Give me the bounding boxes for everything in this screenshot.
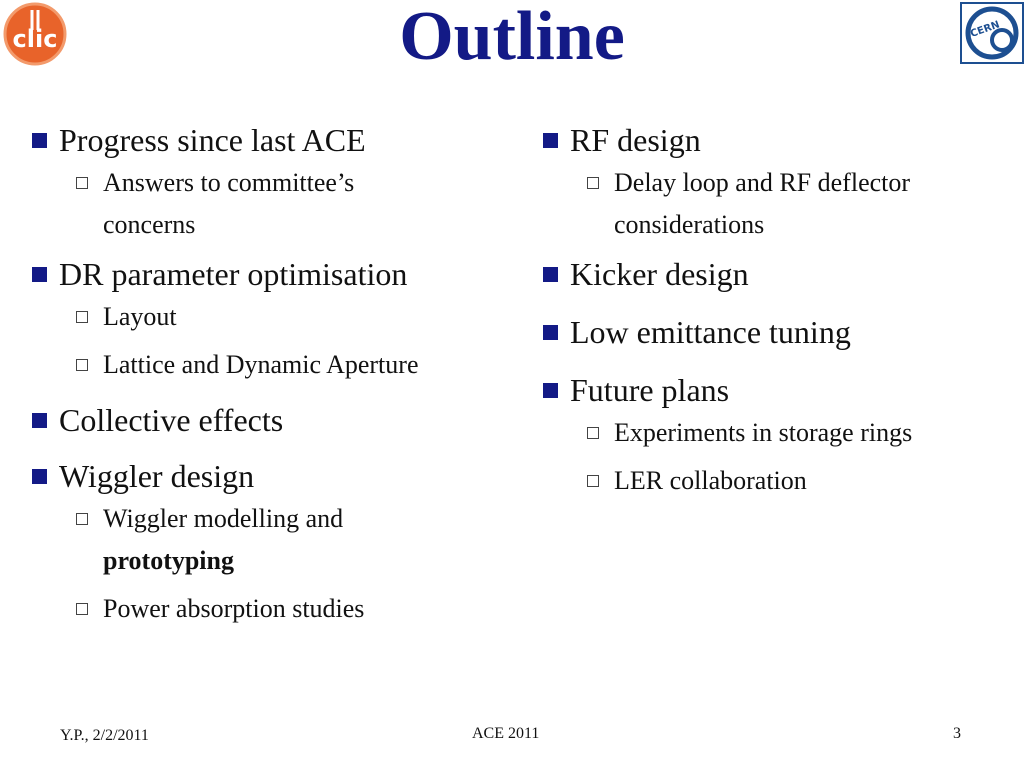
hollow-square-bullet-icon <box>76 177 88 189</box>
sub-bullet-text: Delay loop and RF deflector considerations <box>614 168 911 239</box>
hollow-square-bullet-icon <box>587 475 599 487</box>
list-item <box>30 398 520 442</box>
bullet-text: Future plans <box>570 372 730 408</box>
footer-author-date: Y.P., 2/2/2011 <box>60 727 149 744</box>
square-bullet-icon <box>543 383 558 398</box>
hollow-square-bullet-icon <box>76 359 88 371</box>
square-bullet-icon <box>543 325 558 340</box>
bullet-text: DR parameter optimisation <box>59 256 408 292</box>
square-bullet-icon <box>32 469 47 484</box>
bullet-text: RF design <box>570 122 701 158</box>
cern-logo-text: CERN <box>969 19 1002 40</box>
sub-bullet-text: Lattice and Dynamic Aperture <box>103 350 419 379</box>
bullet-text: Collective effects <box>59 402 284 438</box>
slide-number: 3 <box>953 725 961 742</box>
sub-bullet-text: Layout <box>103 302 177 331</box>
bullet-text: Low emittance tuning <box>570 314 851 350</box>
sub-bullet-text: Power absorption studies <box>103 594 365 623</box>
list-item <box>30 454 520 630</box>
left-column <box>30 118 520 630</box>
hollow-square-bullet-icon <box>76 513 88 525</box>
square-bullet-icon <box>32 413 47 428</box>
sub-bullet-text: Experiments in storage rings <box>614 418 913 447</box>
cern-logo <box>960 2 1024 64</box>
square-bullet-icon <box>32 133 47 148</box>
hollow-square-bullet-icon <box>76 311 88 323</box>
sub-bullet-text <box>103 498 520 582</box>
list-item <box>541 252 1011 296</box>
sub-bullet-text: Answers to committee’s concerns <box>103 168 355 239</box>
hollow-square-bullet-icon <box>587 177 599 189</box>
footer-event: ACE 2011 <box>472 725 540 742</box>
square-bullet-icon <box>543 267 558 282</box>
bullet-text: Kicker design <box>570 256 749 292</box>
sub-bullet-bold-text: prototyping <box>103 546 234 575</box>
bullet-text: Progress since last ACE <box>59 122 366 158</box>
list-item <box>30 118 520 246</box>
right-column <box>541 118 1011 502</box>
clic-logo-text: clic <box>12 25 58 53</box>
list-item <box>30 252 520 386</box>
hollow-square-bullet-icon <box>587 427 599 439</box>
page-title: Outline <box>399 0 625 75</box>
list-item <box>541 310 1011 354</box>
square-bullet-icon <box>543 133 558 148</box>
bullet-text: Wiggler design <box>59 458 255 494</box>
sub-bullet-text-part: Wiggler modelling and <box>103 504 344 533</box>
list-item <box>541 368 1011 502</box>
list-item <box>541 118 1011 246</box>
square-bullet-icon <box>32 267 47 282</box>
sub-bullet-text: LER collaboration <box>614 466 807 495</box>
hollow-square-bullet-icon <box>76 603 88 615</box>
